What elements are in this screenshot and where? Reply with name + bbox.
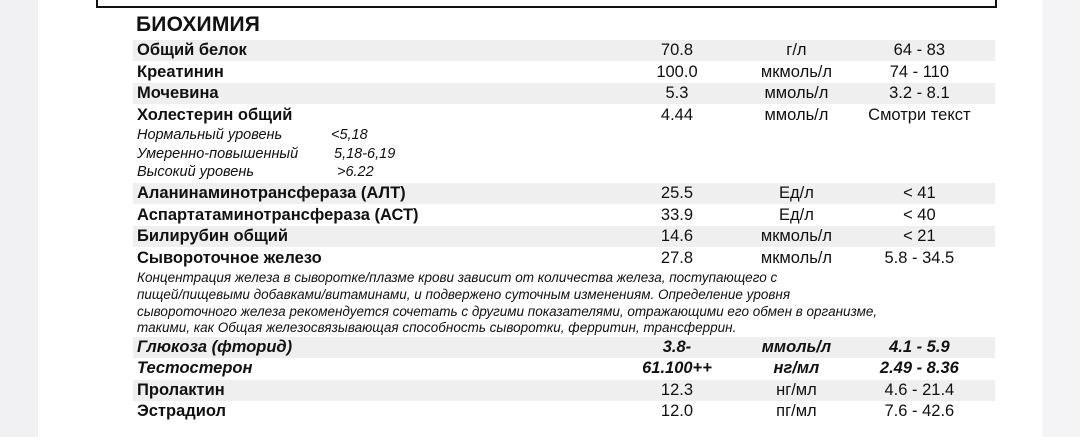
test-value: 25.5 xyxy=(660,184,694,202)
test-reference: 4.6 - 21.4 xyxy=(884,381,955,399)
test-name: Тестостерон xyxy=(137,359,253,377)
test-unit: ммоль/л xyxy=(764,106,829,124)
note-value: >6.22 xyxy=(337,164,374,180)
test-name: Билирубин общий xyxy=(137,227,289,245)
test-reference: 74 - 110 xyxy=(889,63,950,81)
test-reference: Смотри текст xyxy=(868,106,971,124)
note-label: Нормальный уровень xyxy=(137,127,283,143)
test-value: 33.9 xyxy=(660,206,694,224)
test-reference: 64 - 83 xyxy=(893,41,946,59)
table-row xyxy=(133,40,995,61)
test-value: 5.3 xyxy=(665,84,689,102)
test-reference: 3.2 - 8.1 xyxy=(889,84,950,102)
note-value: <5,18 xyxy=(331,127,368,143)
iron-note-line: такими, как Общая железосвязывающая способность сыворотки, ферритин, трансферрин. xyxy=(137,320,737,336)
table-row xyxy=(133,83,995,104)
table-row xyxy=(133,248,995,269)
test-reference: < 21 xyxy=(903,227,936,245)
test-unit: нг/мл xyxy=(776,381,817,399)
test-name: Пролактин xyxy=(137,381,225,399)
test-unit: мкмоль/л xyxy=(760,249,832,267)
test-reference: 4.1 - 5.9 xyxy=(889,338,950,356)
section-title: БИОХИМИЯ xyxy=(136,13,261,36)
test-name: Общий белок xyxy=(137,41,247,59)
cholesterol-note xyxy=(137,146,395,162)
test-unit: Ед/л xyxy=(778,206,814,224)
test-value: 14.6 xyxy=(660,227,694,245)
table-row xyxy=(133,380,995,401)
test-value: 27.8 xyxy=(660,249,694,267)
test-name: Эстрадиол xyxy=(137,402,227,420)
test-unit: мкмоль/л xyxy=(760,227,832,245)
test-reference: < 41 xyxy=(903,184,936,202)
cholesterol-note xyxy=(137,127,368,143)
test-name: Мочевина xyxy=(137,84,219,102)
test-unit: мкмоль/л xyxy=(760,63,832,81)
table-row-flagged xyxy=(133,358,995,379)
table-row xyxy=(133,183,995,204)
test-value: 100.0 xyxy=(656,63,698,81)
test-value: 3.8- xyxy=(662,338,692,356)
test-name: Сывороточное железо xyxy=(137,249,322,267)
iron-note-line: сывороточного железа рекомендуется сочетать с другими показателями, отражающими его обмен в организме, xyxy=(137,303,878,319)
test-name: Холестерин общий xyxy=(137,106,293,124)
test-reference: 2.49 - 8.36 xyxy=(879,359,959,377)
note-label: Умеренно-повышенный xyxy=(137,146,299,162)
test-value: 4.44 xyxy=(660,106,694,124)
note-value: 5,18-6,19 xyxy=(334,146,396,162)
table-row xyxy=(133,401,995,422)
table-row xyxy=(133,105,995,126)
test-unit: ммоль/л xyxy=(761,338,832,356)
iron-note-line: Концентрация железа в сыворотке/плазме крови зависит от количества железа, поступающего с xyxy=(137,270,778,285)
cholesterol-note xyxy=(137,164,374,180)
test-name: Аланинаминотрансфераза (АЛТ) xyxy=(137,184,406,202)
viewer-side-gutter xyxy=(1042,0,1080,437)
iron-note xyxy=(137,270,987,337)
table-row xyxy=(133,62,995,83)
iron-note-line: пищей/пищевыми добавками/витаминами, и подвержено суточным изменениям. Определение уровня xyxy=(137,286,791,302)
test-unit: г/л xyxy=(786,41,807,59)
table-row-flagged xyxy=(133,337,995,358)
test-value: 61.100++ xyxy=(642,359,712,377)
test-reference: 7.6 - 42.6 xyxy=(884,402,955,420)
test-value: 70.8 xyxy=(660,41,694,59)
test-reference: < 40 xyxy=(903,206,936,224)
note-label: Высокий уровень xyxy=(137,164,254,180)
test-value: 12.3 xyxy=(660,381,694,399)
test-name: Глюкоза (фторид) xyxy=(137,338,293,356)
test-unit: нг/мл xyxy=(773,359,820,377)
table-row xyxy=(133,226,995,247)
table-row xyxy=(133,205,995,226)
test-value: 12.0 xyxy=(660,402,694,420)
test-name: Креатинин xyxy=(137,63,224,81)
test-reference: 5.8 - 34.5 xyxy=(884,249,955,267)
test-unit: ммоль/л xyxy=(764,84,829,102)
test-name: Аспартатаминотрансфераза (АСТ) xyxy=(137,206,419,224)
test-unit: пг/мл xyxy=(776,402,817,420)
previous-section-box xyxy=(96,0,997,8)
test-unit: Ед/л xyxy=(778,184,814,202)
